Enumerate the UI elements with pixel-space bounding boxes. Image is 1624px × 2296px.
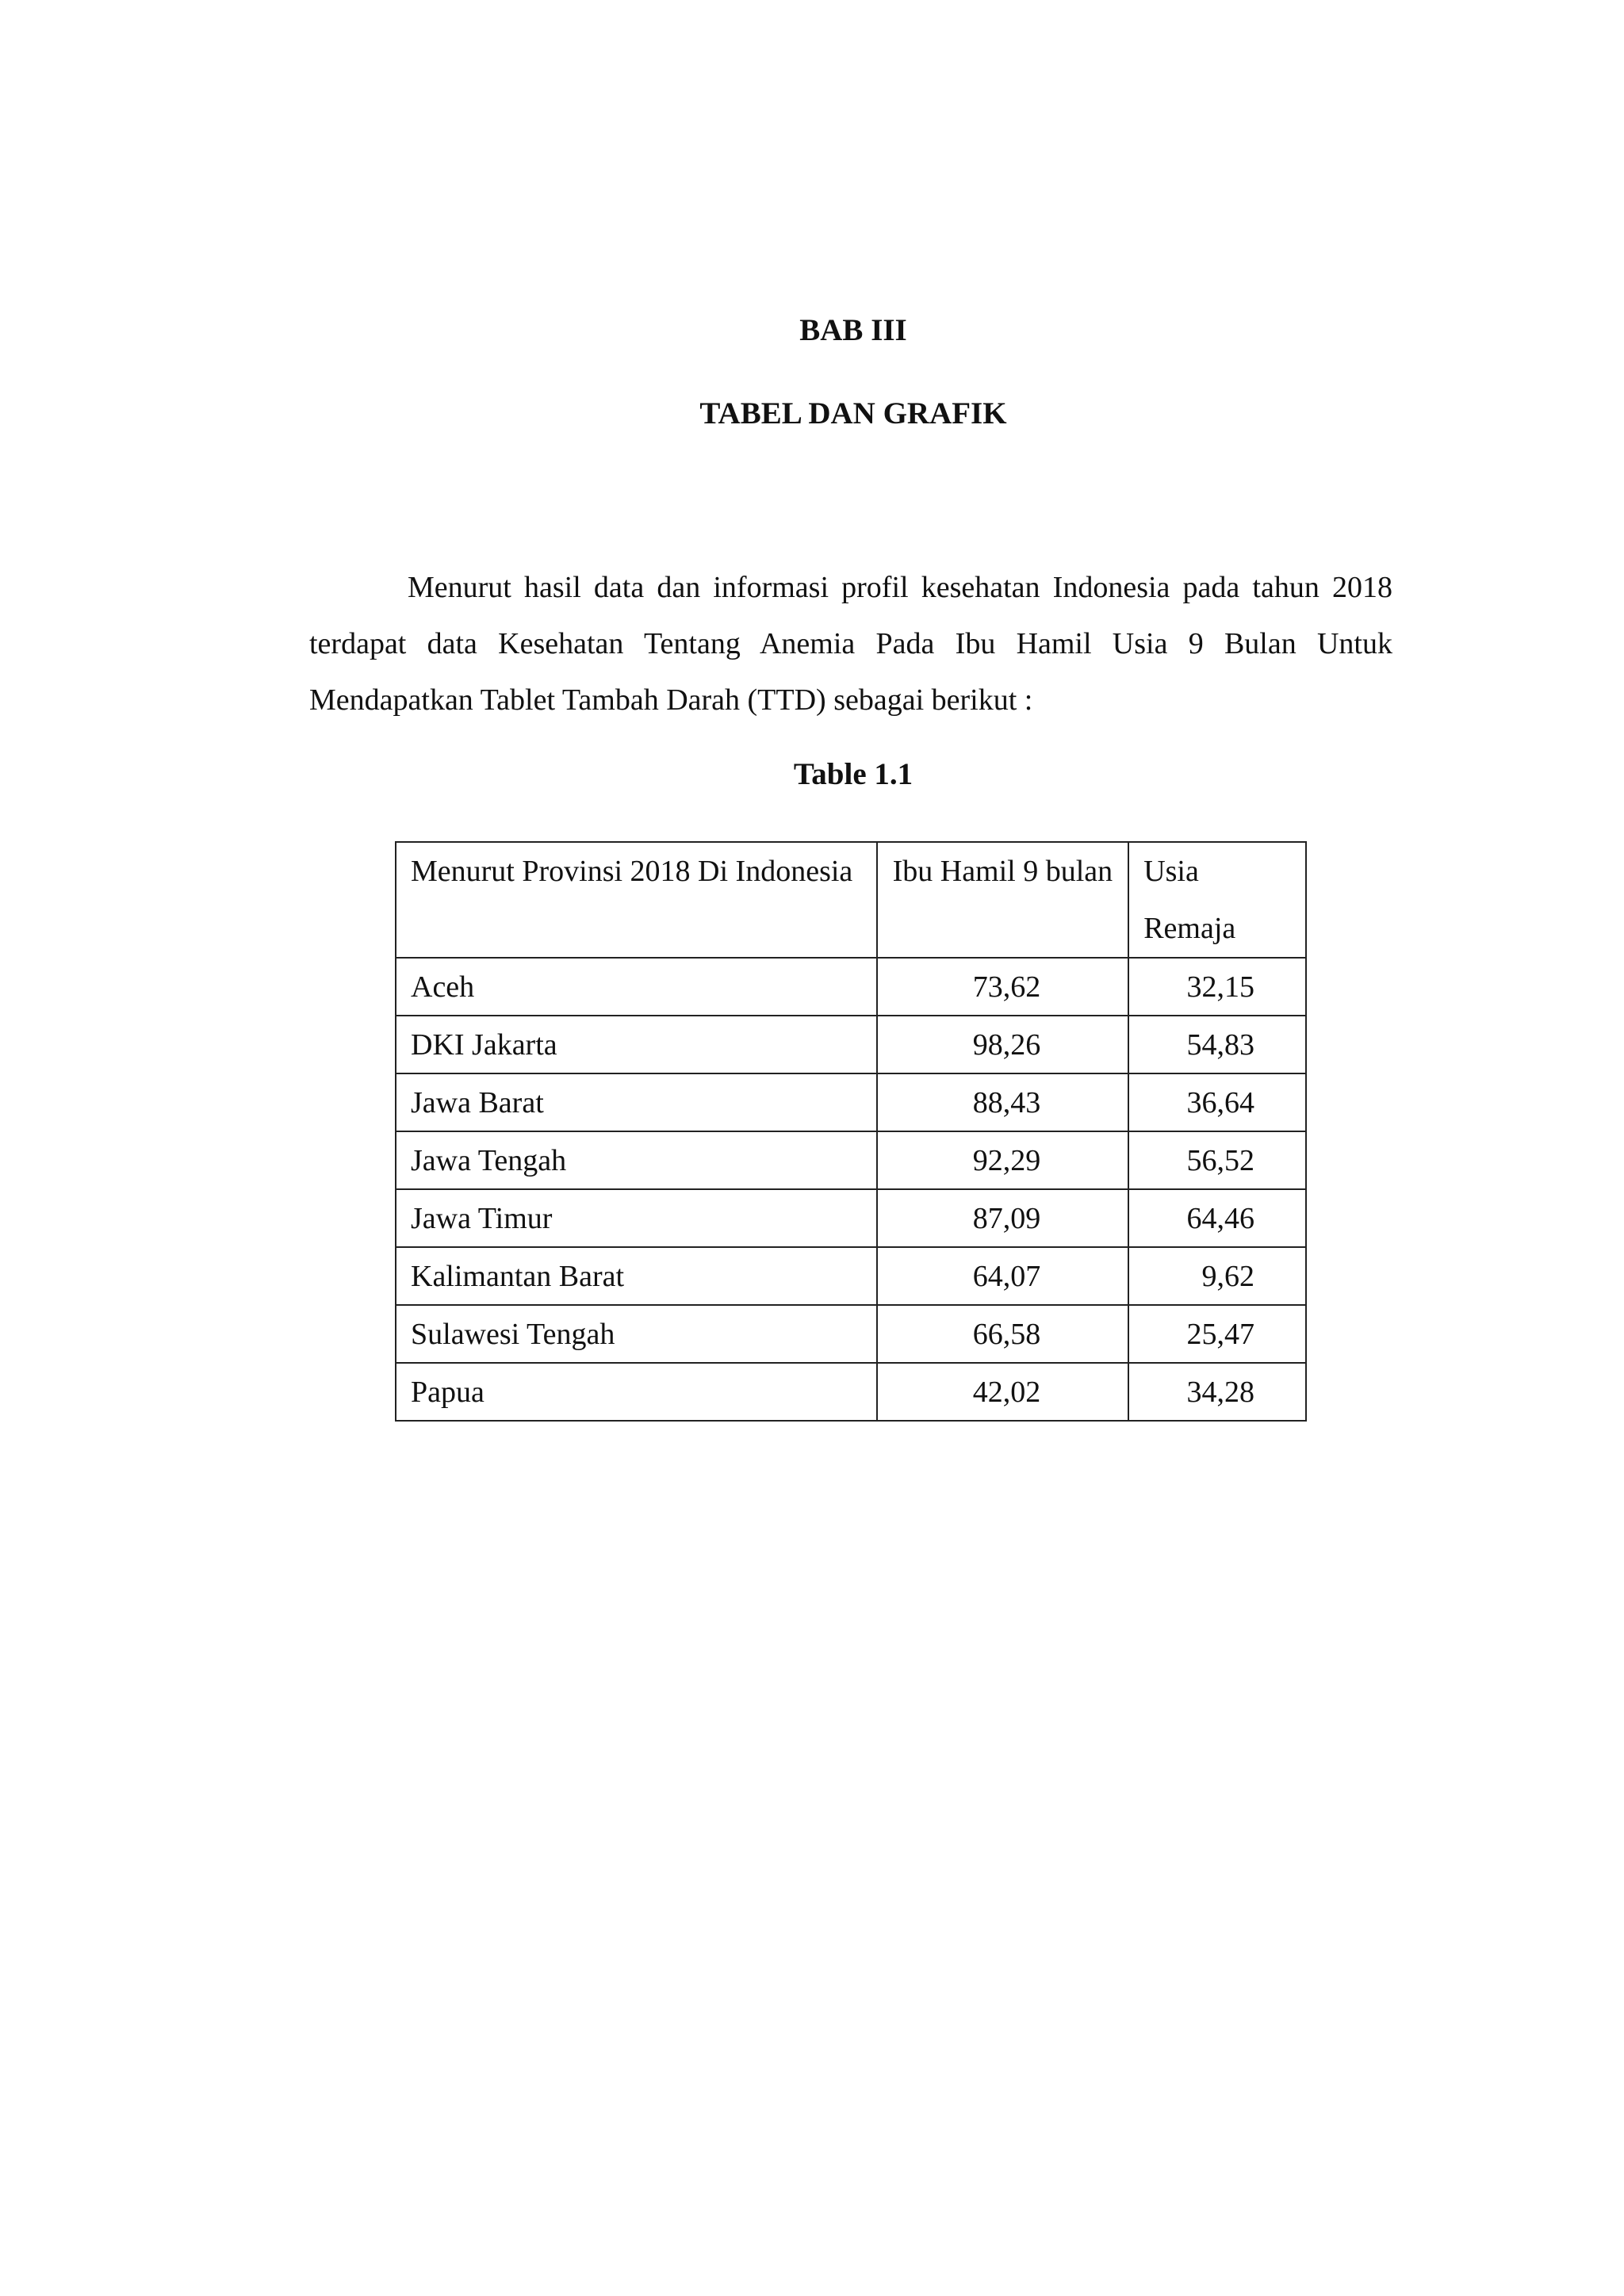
table-row: [396, 1305, 1306, 1363]
cell-province: Sulawesi Tengah: [396, 1305, 877, 1363]
table-row: [396, 1363, 1306, 1421]
cell-ibu-hamil: 66,58: [877, 1305, 1129, 1363]
cell-province: Papua: [396, 1363, 877, 1421]
cell-province: Jawa Barat: [396, 1073, 877, 1131]
cell-usia-remaja: 64,46: [1128, 1189, 1306, 1247]
cell-usia-remaja: 56,52: [1128, 1131, 1306, 1189]
cell-usia-remaja: 9,62: [1128, 1247, 1306, 1305]
cell-usia-remaja: 32,15: [1128, 958, 1306, 1016]
table-row: [396, 1189, 1306, 1247]
table-row: [396, 958, 1306, 1016]
table-row: [396, 1073, 1306, 1131]
cell-ibu-hamil: 42,02: [877, 1363, 1129, 1421]
cell-usia-remaja: 34,28: [1128, 1363, 1306, 1421]
header-usia-remaja: Usia Remaja: [1128, 842, 1306, 958]
intro-paragraph: Menurut hasil data dan informasi profil kesehatan Indonesia pada tahun 2018 terdapat data Kesehatan Tentang Anemia Pada Ibu Hamil Usia 9 Bulan Untuk Mendapatkan Tablet Tambah Darah (TTD) sebagai berikut :: [309, 571, 1392, 717]
cell-province: Jawa Tengah: [396, 1131, 877, 1189]
cell-ibu-hamil: 92,29: [877, 1131, 1129, 1189]
header-province: Menurut Provinsi 2018 Di Indonesia: [396, 842, 877, 958]
cell-ibu-hamil: 64,07: [877, 1247, 1129, 1305]
cell-province: Aceh: [396, 958, 877, 1016]
chapter-heading: BAB III: [799, 313, 907, 347]
table-row: [396, 1016, 1306, 1073]
cell-province: Jawa Timur: [396, 1189, 877, 1247]
table-row: [396, 1131, 1306, 1189]
cell-usia-remaja: 36,64: [1128, 1073, 1306, 1131]
section-title: TABEL DAN GRAFIK: [699, 396, 1007, 430]
table-caption: Table 1.1: [793, 757, 914, 791]
cell-usia-remaja: 54,83: [1128, 1016, 1306, 1073]
cell-ibu-hamil: 88,43: [877, 1073, 1129, 1131]
anemia-data-table: [395, 841, 1307, 1422]
cell-province: DKI Jakarta: [396, 1016, 877, 1073]
cell-usia-remaja: 25,47: [1128, 1305, 1306, 1363]
cell-ibu-hamil: 87,09: [877, 1189, 1129, 1247]
cell-ibu-hamil: 73,62: [877, 958, 1129, 1016]
table-header-row: [396, 842, 1306, 958]
cell-ibu-hamil: 98,26: [877, 1016, 1129, 1073]
cell-province: Kalimantan Barat: [396, 1247, 877, 1305]
header-ibu-hamil: Ibu Hamil 9 bulan: [877, 842, 1129, 958]
table-row: [396, 1247, 1306, 1305]
